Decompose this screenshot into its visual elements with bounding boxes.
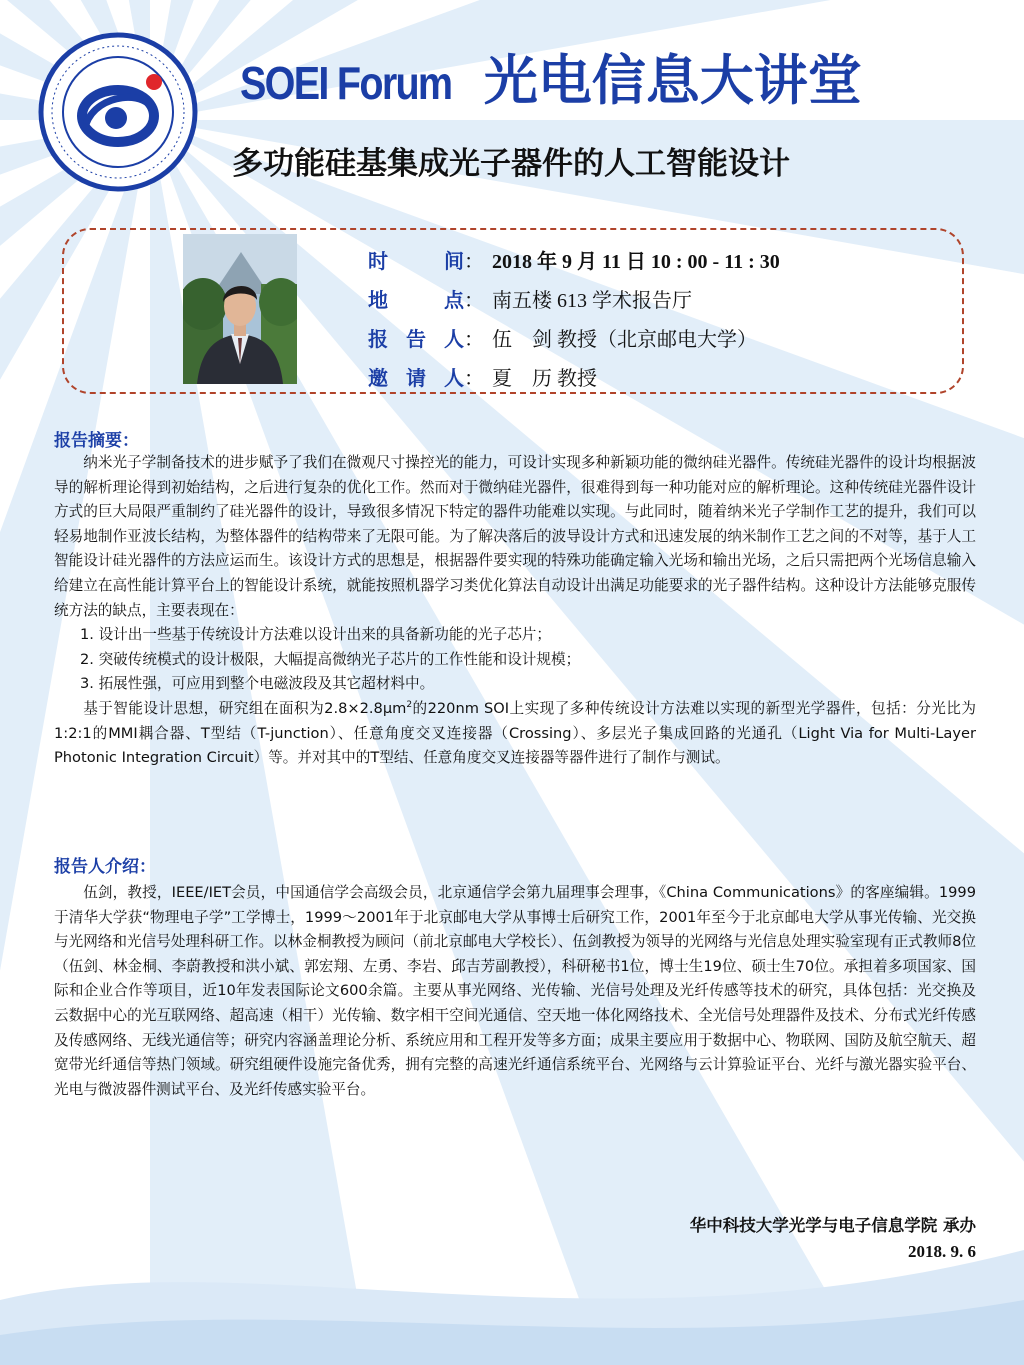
closing-sup: 2 (406, 700, 413, 711)
colon: ： (464, 327, 484, 351)
title-cn: 光电信息大讲堂 (483, 51, 862, 111)
closing-pre: 基于智能设计思想，研究组在面积为2.8×2.8μm (83, 699, 407, 717)
colon: ： (464, 288, 484, 312)
abstract-item-2: 2. 突破传统模式的设计极限，大幅提高微纳光子芯片的工作性能和设计规模； (80, 650, 581, 668)
speaker-photo (183, 234, 297, 384)
talk-title: 多功能硅基集成光子器件的人工智能设计 (232, 146, 790, 182)
abstract-item-3: 3. 拓展性强，可应用到整个电磁波段及其它超材料中。 (80, 675, 435, 693)
info-list (368, 240, 928, 396)
abstract-item-1: 1. 设计出一些基于传统设计方法难以设计出来的具备新功能的光子芯片； (80, 626, 551, 644)
abstract-heading: 报告摘要： (54, 431, 139, 451)
title-en: SOEI Forum (240, 57, 452, 109)
speaker-label: 报告人 (368, 327, 464, 351)
time-value: 2018 年 9 月 11 日 10 : 00 - 11 : 30 (492, 251, 780, 273)
info-row-speaker (368, 318, 928, 357)
host-label: 邀请人 (368, 366, 464, 390)
location-label: 地 点 (368, 288, 464, 312)
abstract-intro: 纳米光子学制备技术的进步赋予了我们在微观尺寸操控光的能力，可设计实现多种新颖功能的微纳硅光器件。传统硅光器件的设计均根据波导的解析理论得到初始结构，之后进行复杂的优化工作。然而对于微纳硅光器件，很难得到每一种功能对应的解析理论。这种传统硅光器件设计方式的巨大局限严重制约了硅光器件的设计，导致很多情况下特定的器件功能难以实现。与此同时，随着纳米光子学制作工艺的提升，我们可以轻易地制作亚波长结构，为整体器件的结构带来了无限可能。为了解决落后的波导设计方式和迅速发展的纳米制作工艺之间的不对等，基于人工智能设计硅光器件的方法应运而生。该设计方式的思想是，根据器件要实现的特殊功能确定输入光场和输出光场，之后只需把两个光场信息输入给建立在高性能计算平台上的智能设计系统，就能按照机器学习类优化算法自动设计出满足功能要求的光子器件结构。这种设计方法能够克服传统方法的缺点，主要表现在： (54, 454, 976, 619)
abstract-closing (54, 697, 976, 771)
speaker-value: 伍 剑 教授（北京邮电大学） (492, 329, 757, 351)
bio-heading: 报告人介绍： (54, 857, 156, 877)
colon: ： (464, 249, 484, 273)
bio-text: 伍剑，教授，IEEE/IET会员，中国通信学会高级会员，北京通信学会第九届理事会理事，《China Communications》的客座编辑。1999于清华大学获“物理电子学”工学博士，1999～2001年于北京邮电大学从事博士后研究工作，2001年至今于北京邮电大学从事光传输、光交换与光网络和光信号处理科研工作。以林金桐教授为顾问（前北京邮电大学校长）、伍剑教授为领导的光网络与光信息处理实验室现有正式教师8位（伍剑、林金桐、李蔚教授和洪小斌、郭宏翔、左勇、李岩、邱吉芳副教授），科研秘书1位，博士生19位、硕士生70位。承担着多项国家、国际和企业合作等项目，近10年发表国际论文600余篇。主要从事光网络、光传输、光信号处理及光纤传感等技术的研究，具体包括：光交换及云数据中心的光互联网络、超高速（相干）光传输、数字相干空间光通信、空天地一体化网络技术、全光信号处理器件及技术、分布式光纤传感及传感网络、无线光通信等；研究内容涵盖理论分析、系统应用和工程开发等多方面；成果主要应用于数据中心、物联网、国防及航空航天、超宽带光纤通信等热门领域。研究组硬件设施完备优秀，拥有完整的高速光纤通信系统平台、光网络与云计算验证平台、光纤与激光器实验平台、光电与微波器件测试平台、及光纤传感实验平台。 (54, 884, 976, 1098)
time-label: 时 间 (368, 249, 464, 273)
issue-date: 2018. 9. 6 (908, 1242, 976, 1261)
forum-title (240, 38, 1000, 118)
school-logo (38, 32, 198, 192)
abstract-body (54, 451, 976, 771)
organizer-text: 华中科技大学光学与电子信息学院 承办 (689, 1216, 976, 1235)
info-row-time (368, 240, 928, 279)
info-row-host (368, 357, 928, 396)
closing-post: 的220nm SOI上实现了多种传统设计方法难以实现的新型光学器件，包括：分光比为1:2:1的MMI耦合器、T型结（T-junction）、任意角度交叉连接器（Crossing）、多层光子集成回路的光通孔（Light Via for Multi-Layer Photonic Integration Circuit）等。并对其中的T型结、任意角度交叉连接器等器件进行了制作与测试。 (54, 699, 976, 767)
colon: ： (464, 366, 484, 390)
bio-body (54, 881, 976, 1102)
host-value: 夏 历 教授 (492, 368, 597, 390)
location-value: 南五楼 613 学术报告厅 (492, 290, 692, 312)
info-row-location (368, 279, 928, 318)
